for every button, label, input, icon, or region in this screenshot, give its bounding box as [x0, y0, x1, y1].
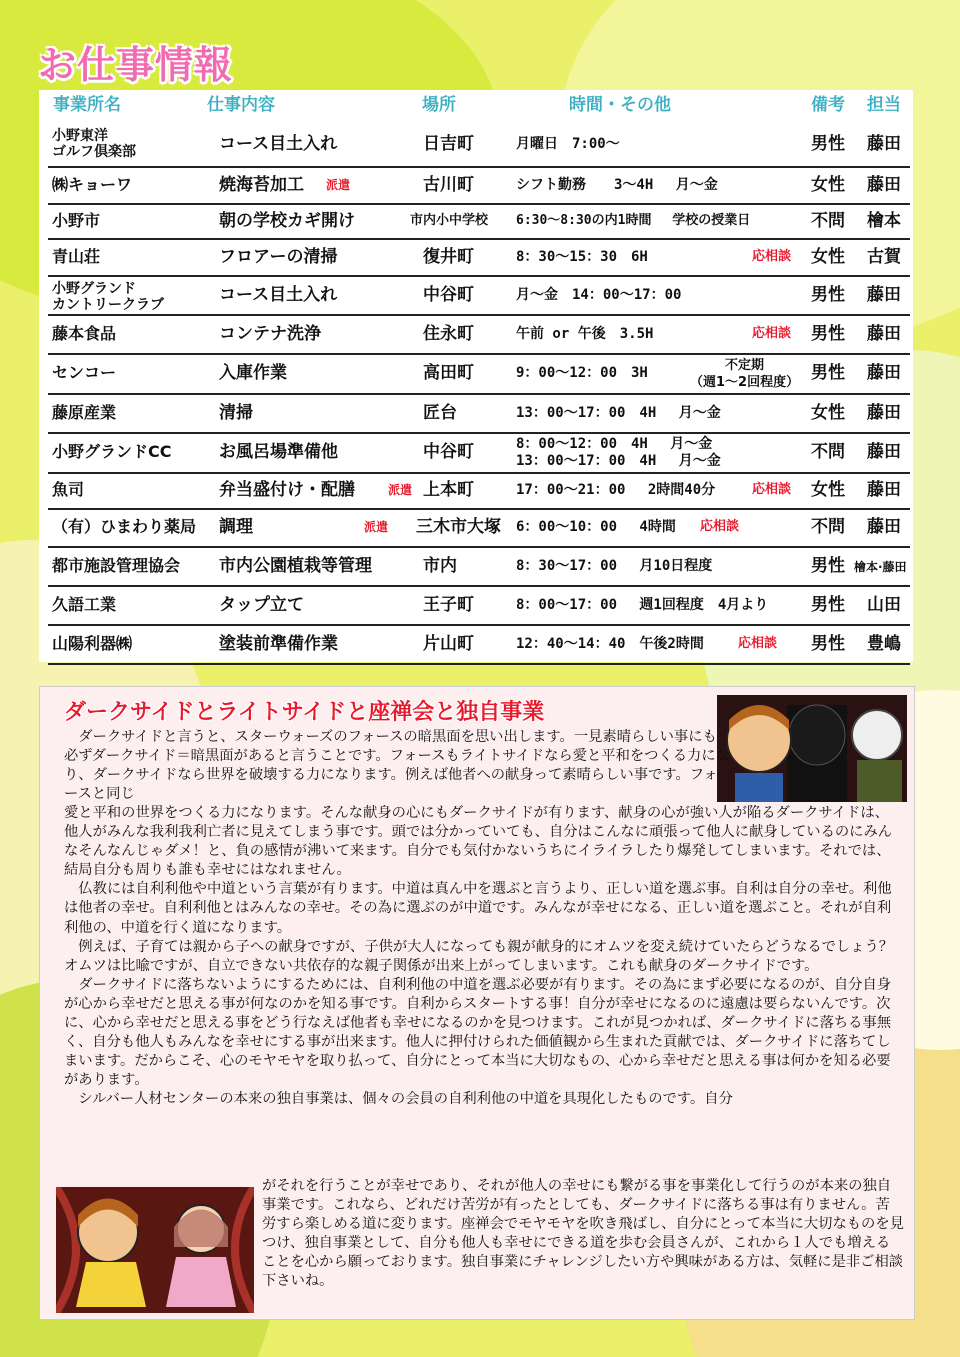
article-paragraph-2: 愛と平和の世界をつくる力になります。そんな献身の心にもダークサイドが有ります、献身の心が強い人が陥るダークサイドは、他人がみんな我利我利亡者に見えてしまう事です。頭では分かっていても、自分はこんなに頑張って他人に献身しているのにみんなそんなんじゃダメ！と、負の感情が沸いて来ます。自分でも気付かないうちにイライラしたり爆発してしまいます。それでは、結局自分も周りも誰も幸せにはなれません。: [64, 805, 893, 879]
staff-in-charge: 古賀: [867, 246, 901, 267]
gender-requirement: 男性: [811, 594, 845, 615]
job-description: コース目土入れ: [219, 134, 338, 154]
job-description: 市内公園植栽等管理: [219, 555, 372, 576]
table-row: [48, 205, 910, 240]
article-title: ダークサイドとライトサイドと座禅会と独自事業: [64, 700, 545, 725]
gender-requirement: 男性: [811, 323, 845, 344]
location: 住永町: [423, 323, 474, 344]
work-hours: 月曜日 7:00～: [516, 136, 620, 152]
table-row: [48, 355, 910, 395]
article-paragraph-3: 仏教には自利利他や中道という言葉が有ります。中道は真ん中を選ぶと言うより、正しい道を選ぶ事。自利は自分の幸せ。利他は他者の幸せ。自利利他とはみんなの幸せ。その為に選ぶのが中道です。みんなが幸せになる、正しい道を選ぶこと。それが自利利他の、中道を行く道になります。: [64, 881, 892, 936]
table-row: [48, 587, 910, 626]
job-description: 清掃: [219, 402, 253, 423]
zazen-illustration: [56, 1187, 254, 1313]
table-row: [48, 474, 910, 510]
article-body-main: [64, 804, 902, 1110]
location: 上本町: [423, 480, 474, 500]
staff-in-charge: 藤田: [867, 284, 901, 305]
company-name: 小野グランドCC: [52, 442, 172, 461]
table-row: [48, 395, 910, 434]
company-name: （有）ひまわり薬局: [52, 517, 197, 536]
job-description: タップ立て: [219, 594, 304, 615]
article-paragraph-7: がそれを行うことが幸せであり、それが他人の幸せにも繋がる事を事業化して行うのが本来の独自事業です。これなら、どれだけ苦労が有ったとしても、ダークサイドに落ちる事は有りません。苦労すら楽しめる道に変ります。座禅会でモヤモヤを吹き飛ばし、自分にとって本当に大切なものを見つけ、独自事業として、自分も他人も幸せにできる道を歩む会員さんが、これから１人でも増えることを心から願っております。独自事業にチャレンジしたい方や興味がある方は、気軽に是非ご相談下さいね。: [262, 1178, 904, 1290]
company-name: センコー: [52, 363, 117, 382]
staff-in-charge: 藤田: [867, 174, 901, 195]
job-description: 焼海苔加工: [219, 174, 304, 195]
staff-in-charge: 檜本: [867, 210, 901, 231]
article-paragraph-6: シルバー人材センターの本来の独自事業は、個々の会員の自利利他の中道を具現化したものです。自分: [64, 1091, 733, 1108]
negotiable-badge: 応相談: [752, 482, 792, 497]
work-hours: 13：00～17：00 4H 月～金: [516, 404, 721, 421]
gender-requirement: 不問: [811, 517, 845, 537]
header-place: 場所: [422, 95, 456, 115]
gender-requirement: 男性: [811, 284, 845, 305]
location: 古川町: [423, 174, 474, 195]
location: 日吉町: [423, 134, 474, 154]
company-name: 小野東洋 ゴルフ倶楽部: [52, 128, 136, 160]
staff-in-charge: 藤田: [867, 363, 901, 383]
location: 王子町: [423, 594, 474, 615]
staff-in-charge: 檜本·藤田: [854, 559, 907, 574]
work-hours: 17：00～21：00 2時間40分: [516, 482, 716, 498]
table-row: [48, 316, 910, 355]
gender-requirement: 女性: [811, 402, 845, 423]
location: 中谷町: [423, 284, 474, 305]
company-name: 都市施設管理協会: [52, 555, 181, 575]
table-row: [48, 240, 910, 277]
negotiable-badge: 応相談: [738, 635, 778, 651]
company-name: ㈱キョーワ: [52, 174, 133, 194]
work-hours: 8：00～17：00 週1回程度 4月より: [516, 596, 769, 613]
table-row: [48, 124, 910, 168]
company-name: 藤本食品: [52, 323, 117, 343]
company-name: 小野市: [52, 210, 101, 230]
gender-requirement: 男性: [811, 134, 845, 154]
company-name: 青山荘: [52, 246, 101, 266]
header-staff: 担当: [867, 95, 901, 115]
dark-side-illustration: [717, 695, 907, 802]
table-row: [48, 548, 910, 587]
job-description: フロアーの清掃: [219, 246, 338, 267]
gender-requirement: 男性: [811, 555, 845, 576]
staff-in-charge: 藤田: [867, 480, 901, 500]
dispatch-badge: 派遣: [364, 520, 389, 534]
staff-in-charge: 藤田: [867, 442, 901, 462]
staff-in-charge: 藤田: [867, 134, 901, 154]
work-hours: 月～金 14：00～17：00: [516, 286, 682, 303]
work-hours: 6:30～8:30の内1時間 学校の授業日: [516, 212, 751, 228]
job-description: コース目土入れ: [219, 284, 338, 305]
staff-in-charge: 藤田: [867, 517, 901, 537]
work-hours: シフト勤務 3～4H 月～金: [516, 176, 718, 193]
company-name: 久語工業: [52, 594, 117, 614]
table-row: [48, 434, 910, 474]
location: 復井町: [423, 246, 474, 267]
table-row: [48, 626, 910, 665]
negotiable-badge: 応相談: [752, 325, 792, 341]
table-row: [48, 510, 910, 548]
gender-requirement: 男性: [811, 633, 845, 654]
negotiable-badge: 応相談: [752, 248, 792, 264]
article: [39, 686, 915, 1320]
article-paragraph-4: 例えば、子育ては親から子への献身ですが、子供が大人になっても親が献身的にオムツを変え続けていたらどうなるでしょう？オムツは比喩ですが、自立できない共依存的な親子関係が出来上がってしまいます。これも献身のダークサイドです。: [64, 938, 894, 974]
job-description: 弁当盛付け・配膳: [219, 480, 355, 500]
job-description: お風呂場準備他: [219, 442, 338, 462]
job-description: 朝の学校カギ開け: [219, 210, 355, 231]
work-hours: 9：00～12：00 3H: [516, 365, 648, 381]
job-listings-table: [39, 90, 913, 662]
job-description: 塗装前準備作業: [219, 633, 338, 654]
work-hours: 12：40～14：40 午後2時間: [516, 635, 704, 652]
gender-requirement: 女性: [811, 480, 845, 500]
company-name: 山陽利器㈱: [52, 633, 133, 653]
staff-in-charge: 山田: [867, 594, 901, 615]
location: 高田町: [423, 363, 474, 383]
staff-in-charge: 豊嶋: [867, 633, 901, 654]
job-description: 調理: [219, 517, 253, 537]
work-hours: 8：00～12：00 4H 月～金 13：00～17：00 4H 月～金: [516, 436, 721, 469]
work-hours: 8：30～15：30 6H: [516, 248, 648, 265]
gender-requirement: 男性: [811, 363, 845, 383]
gender-requirement: 女性: [811, 174, 845, 195]
page-title: お仕事情報: [38, 43, 234, 87]
company-name: 小野グランド カントリークラブ: [52, 281, 164, 313]
dispatch-badge: 派遣: [326, 177, 351, 192]
table-row: [48, 168, 910, 205]
location: 片山町: [423, 633, 474, 654]
job-description: コンテナ洗浄: [219, 323, 321, 344]
company-name: 魚司: [52, 480, 85, 499]
article-paragraph-1: ダークサイドと言うと、スターウォーズのフォースの暗黒面を思い出します。一見素晴らしい事にも必ずダークサイド＝暗黒面があると言うことです。フォースもライトサイドなら愛と平和をつくる力になり、ダークサイドなら世界を破壊する力になります。例えば他者への献身って素晴らしい事です。フォースと同じ: [64, 729, 730, 803]
negotiable-badge: 応相談: [700, 519, 740, 534]
location: 市内小中学校: [410, 212, 489, 228]
header-time: 時間・その他: [569, 95, 671, 115]
header-work: 仕事内容: [207, 95, 275, 115]
work-hours: 6：00～10：00 4時間: [516, 519, 676, 535]
gender-requirement: 不問: [811, 210, 845, 231]
location: 匠台: [423, 402, 457, 423]
location: 中谷町: [423, 442, 474, 462]
schedule-note: 不定期 （週1～2回程度）: [690, 358, 800, 390]
company-name: 藤原産業: [52, 402, 117, 422]
job-description: 入庫作業: [219, 363, 287, 383]
header-remarks: 備考: [811, 95, 845, 115]
staff-in-charge: 藤田: [867, 402, 901, 423]
table-row: [48, 277, 910, 316]
header-company: 事業所名: [53, 95, 121, 115]
dispatch-badge: 派遣: [388, 483, 413, 497]
work-hours: 午前 or 午後 3.5H: [516, 325, 654, 342]
location: 市内: [423, 555, 457, 576]
staff-in-charge: 藤田: [867, 323, 901, 344]
location: 三木市大塚: [416, 517, 501, 537]
gender-requirement: 女性: [811, 246, 845, 267]
work-hours: 8：30～17：00 月10日程度: [516, 557, 713, 574]
gender-requirement: 不問: [811, 442, 845, 462]
article-paragraph-5: ダークサイドに落ちないようにするためには、自利利他の中道を選ぶ必要が有ります。その為にまず必要になるのが、自分自身が心から幸せだと思える事が何なのかを知る事です。自利からスタートする事！自分が幸せになるのに遠慮は要らないんです。次に、心から幸せだと思える事をどう行なえば他者も幸せになるのかを見つけます。これが見つかれば、ダークサイドに落ちる事無く、自分も他人もみんなを幸せにする事が出来ます。他人に押付けられた価値観から生まれた貢献では、ダークサイドに落ちてしまいます。だからこそ、心のモヤモヤを取り払って、自分にとって本当に大切なもの、心から幸せだと思える事は何かを知る必要があります。: [64, 976, 892, 1089]
